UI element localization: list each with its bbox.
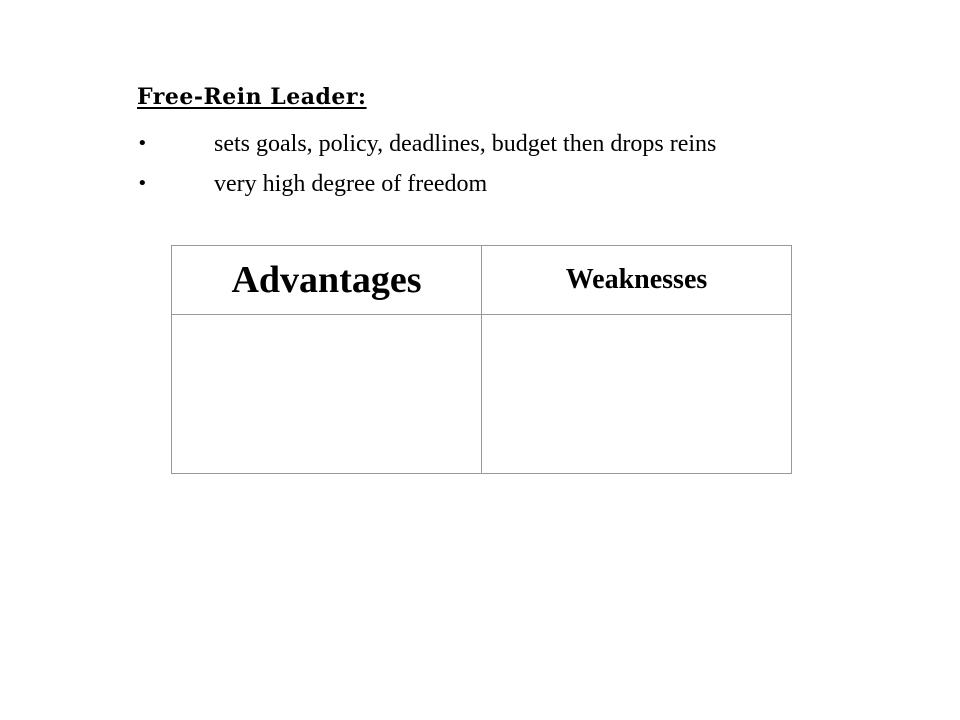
section-heading: Free-Rein Leader: xyxy=(137,84,367,110)
weaknesses-cell xyxy=(482,315,792,474)
advantages-weaknesses-table xyxy=(171,245,792,474)
table-row xyxy=(172,315,792,474)
bullet-icon: • xyxy=(137,173,148,194)
bullet-text: very high degree of freedom xyxy=(214,171,488,197)
advantages-cell xyxy=(172,315,482,474)
bullet-text: sets goals, policy, deadlines, budget then drops reins xyxy=(214,131,717,157)
table-header-row xyxy=(172,246,792,315)
bullet-icon: • xyxy=(137,133,148,154)
advantages-header: Advantages xyxy=(172,246,482,315)
weaknesses-header: Weaknesses xyxy=(482,246,792,315)
